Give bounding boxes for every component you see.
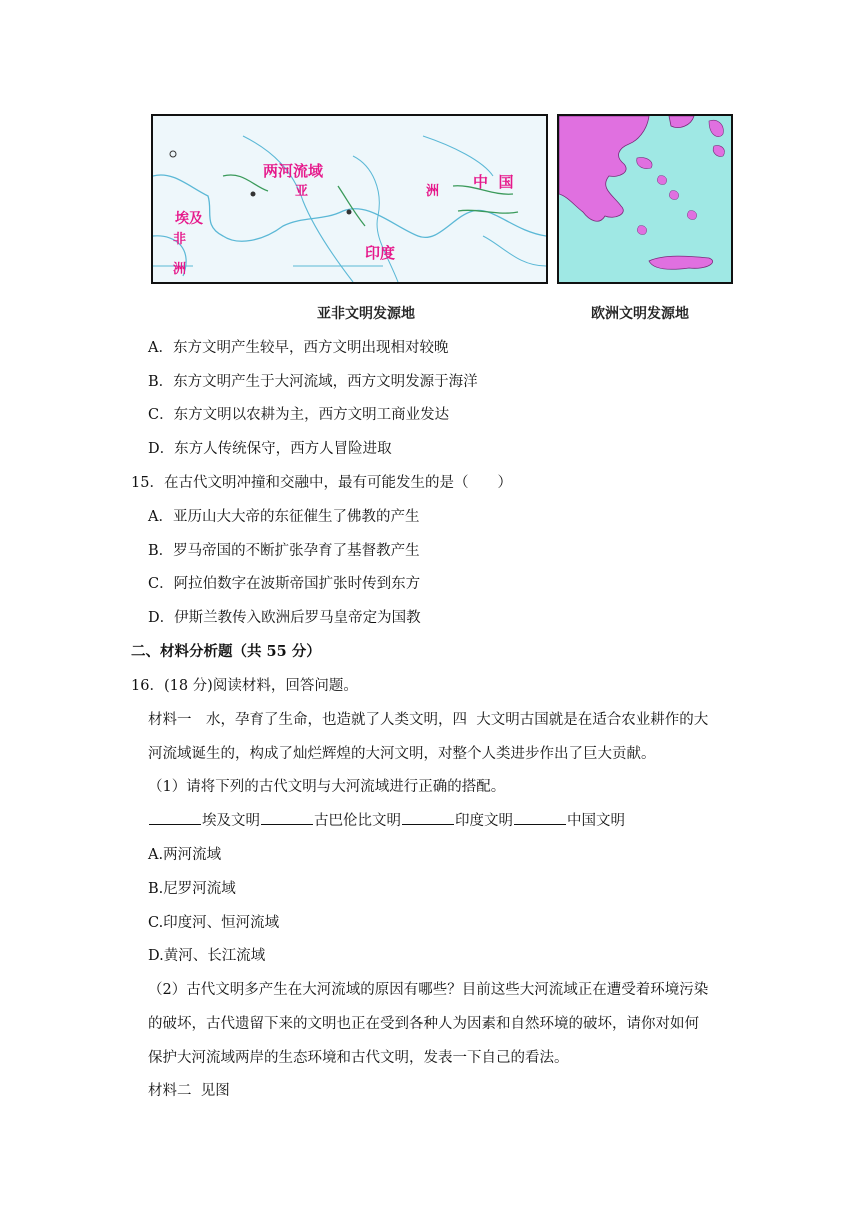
map-label-mesopotamia: 两河流域 bbox=[263, 162, 324, 180]
q16-choice-d: D.黄河、长江流域 bbox=[148, 948, 266, 964]
answer-blank-egypt[interactable] bbox=[149, 810, 201, 825]
q16-sub2-line1: （2）古代文明多产生在大河流域的原因有哪些？目前这些大河流域正在遭受着环境污染 bbox=[148, 982, 709, 998]
q16-material2: 材料二 见图 bbox=[148, 1083, 230, 1099]
answer-blank-india[interactable] bbox=[402, 810, 454, 825]
q16-matching-row bbox=[148, 809, 625, 830]
answer-blank-babylon[interactable] bbox=[261, 810, 313, 825]
q16-sub2-line3: 保护大河流域两岸的生态环境和古代文明，发表一下自己的看法。 bbox=[148, 1050, 569, 1066]
matching-china: 中国文明 bbox=[567, 813, 625, 829]
q15-option-d: D．伊斯兰教传入欧洲后罗马皇帝定为国教 bbox=[148, 610, 421, 626]
q16-choice-c: C.印度河、恒河流域 bbox=[148, 915, 280, 931]
matching-egypt: 埃及文明 bbox=[202, 813, 260, 829]
asia-africa-map-caption: 亚非文明发源地 bbox=[317, 306, 415, 322]
q16-stem: 16．(18 分)阅读材料，回答问题。 bbox=[131, 678, 358, 694]
matching-babylon: 古巴伦比文明 bbox=[314, 813, 401, 829]
map-label-asia-2: 洲 bbox=[426, 184, 440, 199]
q14-option-a: A．东方文明产生较早，西方文明出现相对较晚 bbox=[148, 340, 449, 356]
europe-map-drawing bbox=[559, 116, 731, 282]
map-label-africa-1: 非 bbox=[173, 232, 187, 247]
answer-blank-china[interactable] bbox=[514, 810, 566, 825]
map-label-egypt: 埃及 bbox=[175, 211, 203, 227]
europe-map bbox=[557, 114, 733, 284]
q14-option-c: C．东方文明以农耕为主，西方文明工商业发达 bbox=[148, 407, 450, 423]
q14-option-b: B．东方文明产生于大河流域，西方文明发源于海洋 bbox=[148, 374, 478, 390]
q15-option-a: A．亚历山大大帝的东征催生了佛教的产生 bbox=[148, 509, 420, 525]
europe-map-caption: 欧洲文明发源地 bbox=[591, 306, 689, 322]
q15-stem: 15．在古代文明冲撞和交融中，最有可能发生的是（ ） bbox=[131, 475, 512, 491]
q16-sub2-line2: 的破坏，古代遗留下来的文明也正在受到各种人为因素和自然环境的破坏，请你对如何 bbox=[148, 1016, 699, 1032]
map-label-china: 中 国 bbox=[473, 173, 514, 191]
map-label-africa-2: 洲 bbox=[173, 262, 187, 277]
q15-option-b: B．罗马帝国的不断扩张孕育了基督教产生 bbox=[148, 543, 420, 559]
matching-india: 印度文明 bbox=[455, 813, 513, 829]
q16-choice-a: A.两河流域 bbox=[148, 847, 222, 863]
q16-material1-line1: 材料一 水，孕育了生命，也造就了人类文明，四 大文明古国就是在适合农业耕作的大 bbox=[148, 712, 709, 728]
q16-sub1: （1）请将下列的古代文明与大河流域进行正确的搭配。 bbox=[148, 779, 506, 795]
q15-option-c: C．阿拉伯数字在波斯帝国扩张时传到东方 bbox=[148, 576, 421, 592]
map-label-asia-1: 亚 bbox=[295, 184, 309, 199]
asia-africa-map bbox=[151, 114, 548, 284]
map-label-india: 印度 bbox=[365, 244, 396, 262]
q14-option-d: D．东方人传统保守，西方人冒险进取 bbox=[148, 441, 392, 457]
q16-material1-line2: 河流域诞生的，构成了灿烂辉煌的大河文明，对整个人类进步作出了巨大贡献。 bbox=[148, 746, 656, 762]
asia-africa-map-drawing bbox=[153, 116, 546, 282]
q16-choice-b: B.尼罗河流域 bbox=[148, 881, 236, 897]
section-2-title: 二、材料分析题（共 55 分） bbox=[131, 643, 321, 660]
